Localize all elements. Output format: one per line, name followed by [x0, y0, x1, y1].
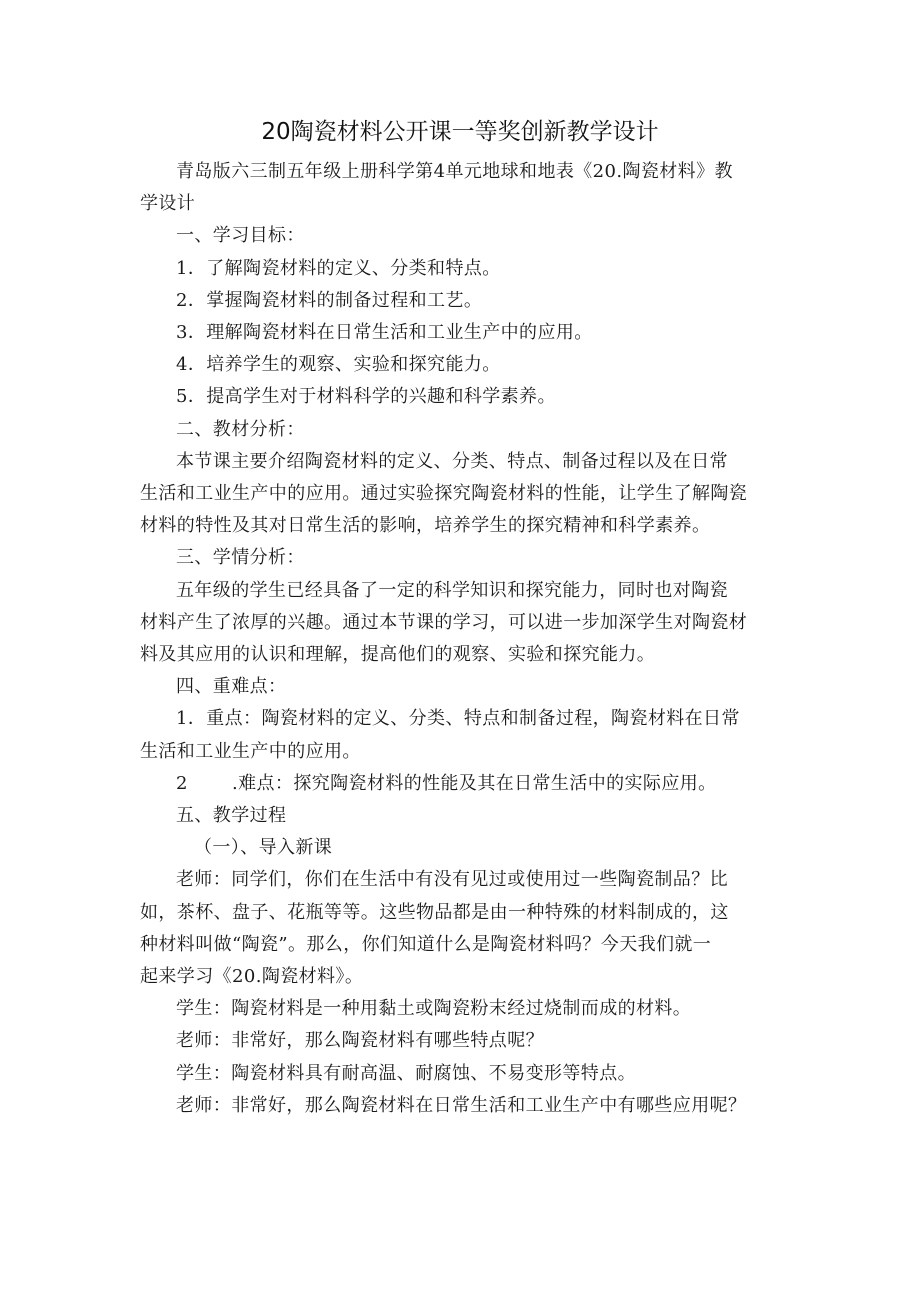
- section-heading-material: 二、教材分析：: [176, 418, 305, 440]
- dialogue-line: 如，茶杯、盘子、花瓶等等。这些物品都是由一种特殊的材料制成的，这: [140, 901, 729, 923]
- paragraph-line: 本节课主要介绍陶瓷材料的定义、分类、特点、制备过程以及在日常: [176, 450, 728, 472]
- document-body: [140, 156, 796, 1122]
- subsection-heading: （一）、导入新课: [194, 837, 333, 859]
- section-heading-goals: 一、学习目标：: [176, 225, 305, 247]
- goal-item: 1．了解陶瓷材料的定义、分类和特点。: [176, 257, 501, 279]
- key-point-line: 生活和工业生产中的应用。: [140, 740, 361, 762]
- section-heading-students: 三、学情分析：: [176, 547, 305, 569]
- paragraph-line: 生活和工业生产中的应用。通过实验探究陶瓷材料的性能，让学生了解陶瓷: [140, 483, 748, 505]
- section-heading-process: 五、教学过程: [176, 805, 287, 827]
- intro-line: 学设计: [140, 193, 196, 215]
- goal-item: 4．培养学生的观察、实验和探究能力。: [176, 354, 501, 376]
- goal-item: 5．提高学生对于材料科学的兴趣和科学素养。: [176, 386, 556, 408]
- paragraph-line: 五年级的学生已经具备了一定的科学知识和探究能力，同时也对陶瓷: [176, 579, 728, 601]
- dialogue-line: 学生：陶瓷材料是一种用黏土或陶瓷粉末经过烧制而成的材料。: [176, 998, 692, 1020]
- paragraph-line: 料及其应用的认识和理解，提高他们的观察、实验和探究能力。: [140, 644, 656, 666]
- dialogue-line: 老师：非常好，那么陶瓷材料在日常生活和工业生产中有哪些应用呢？: [176, 1094, 747, 1116]
- document-title: 20陶瓷材料公开课一等奖创新教学设计: [261, 119, 659, 145]
- goal-item: 2．掌握陶瓷材料的制备过程和工艺。: [176, 289, 483, 311]
- intro-line: 青岛版六三制五年级上册科学第4单元地球和地表《20.陶瓷材料》教: [176, 161, 733, 182]
- paragraph-line: 材料产生了浓厚的兴趣。通过本节课的学习，可以进一步加深学生对陶瓷材: [140, 611, 748, 633]
- dialogue-line: 老师：非常好，那么陶瓷材料有哪些特点呢？: [176, 1030, 544, 1052]
- key-point-number: 2: [176, 772, 188, 794]
- dialogue-line: 种材料叫做“陶瓷”。那么，你们知道什么是陶瓷材料吗？今天我们就一: [140, 933, 712, 955]
- goal-item: 3．理解陶瓷材料在日常生活和工业生产中的应用。: [176, 322, 593, 344]
- section-heading-key-points: 四、重难点：: [176, 676, 287, 698]
- key-point-text: .难点：探究陶瓷材料的性能及其在日常生活中的实际应用。: [232, 772, 717, 794]
- dialogue-line: 起来学习《20.陶瓷材料》。: [140, 966, 364, 988]
- dialogue-line: 学生：陶瓷材料具有耐高温、耐腐蚀、不易变形等特点。: [176, 1062, 636, 1084]
- key-point-line: 1．重点：陶瓷材料的定义、分类、特点和制备过程，陶瓷材料在日常: [176, 708, 740, 730]
- key-point-line: [140, 768, 796, 800]
- dialogue-line: 老师：同学们，你们在生活中有没有见过或使用过一些陶瓷制品？比: [176, 869, 728, 891]
- paragraph-line: 材料的特性及其对日常生活的影响，培养学生的探究精神和科学素养。: [140, 515, 711, 537]
